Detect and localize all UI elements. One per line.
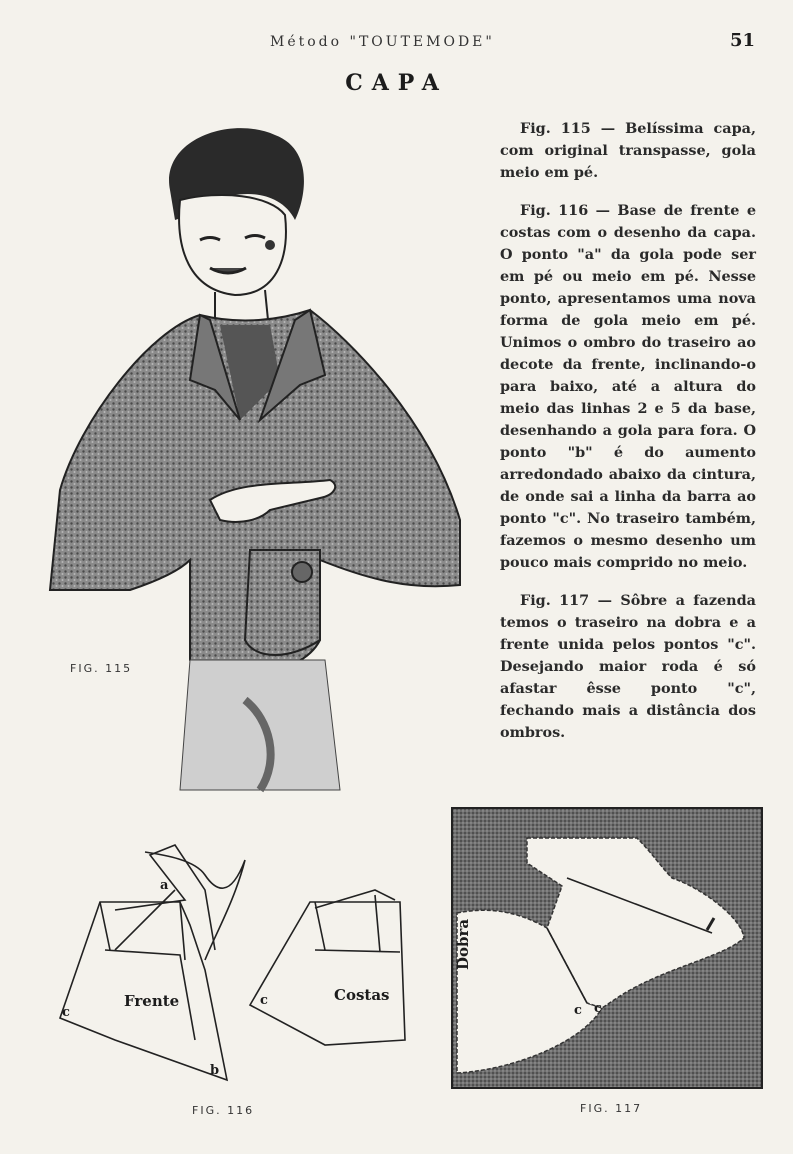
point-b-label: b <box>210 1063 220 1078</box>
front-label: Frente <box>124 992 180 1010</box>
fig115-illustration <box>40 120 500 790</box>
fig116-diagram <box>55 840 415 1100</box>
paragraph-fig117: Fig. 117 — Sôbre a fazenda temos o traseiro na dobra e a frente unida pelos pontos "c". Desejando maior roda é só afastar êsse ponto "c", fechando mais a distância dos ombros. <box>500 592 756 741</box>
point-c-left-label: c <box>574 1003 582 1018</box>
fig115-caption: FIG. 115 <box>70 662 133 675</box>
back-label: Costas <box>334 986 390 1004</box>
fig117-diagram <box>452 808 762 1088</box>
back-pattern-piece <box>250 890 405 1045</box>
paragraph-fig115: Fig. 115 — Belíssima capa, com original transpasse, gola meio em pé. <box>500 120 756 181</box>
point-c-right-label: c <box>594 1001 602 1016</box>
page-number: 51 <box>730 30 756 51</box>
running-title: Método "TOUTEMODE" <box>270 34 495 50</box>
point-a-label: a <box>160 878 169 893</box>
page-title: CAPA <box>345 70 448 96</box>
front-pattern-piece <box>60 845 245 1080</box>
fig116-caption: FIG. 116 <box>192 1104 255 1117</box>
point-c-front-label: c <box>62 1005 70 1020</box>
fig117-caption: FIG. 117 <box>580 1102 643 1115</box>
paragraph-fig116: Fig. 116 — Base de frente e costas com o desenho da capa. O ponto "a" da gola pode ser em pé ou meio em pé. Nesse ponto, apresentamos uma nova forma de gola meio em pé. Unimos o ombro do traseiro ao decote da frente, inclinando-o para baixo, até a altura do meio das linhas 2 e 5 da base, desenhando a gola para fora. O ponto "b" é do aumento arredondado abaixo da cintura, de onde sai a linha da barra ao ponto "c". No traseiro também, fazemos o mesmo desenho um pouco mais comprido no meio. <box>500 202 756 571</box>
fold-label: Dobra <box>454 918 472 970</box>
description-text <box>500 118 756 760</box>
point-c-back-label: c <box>260 993 268 1008</box>
